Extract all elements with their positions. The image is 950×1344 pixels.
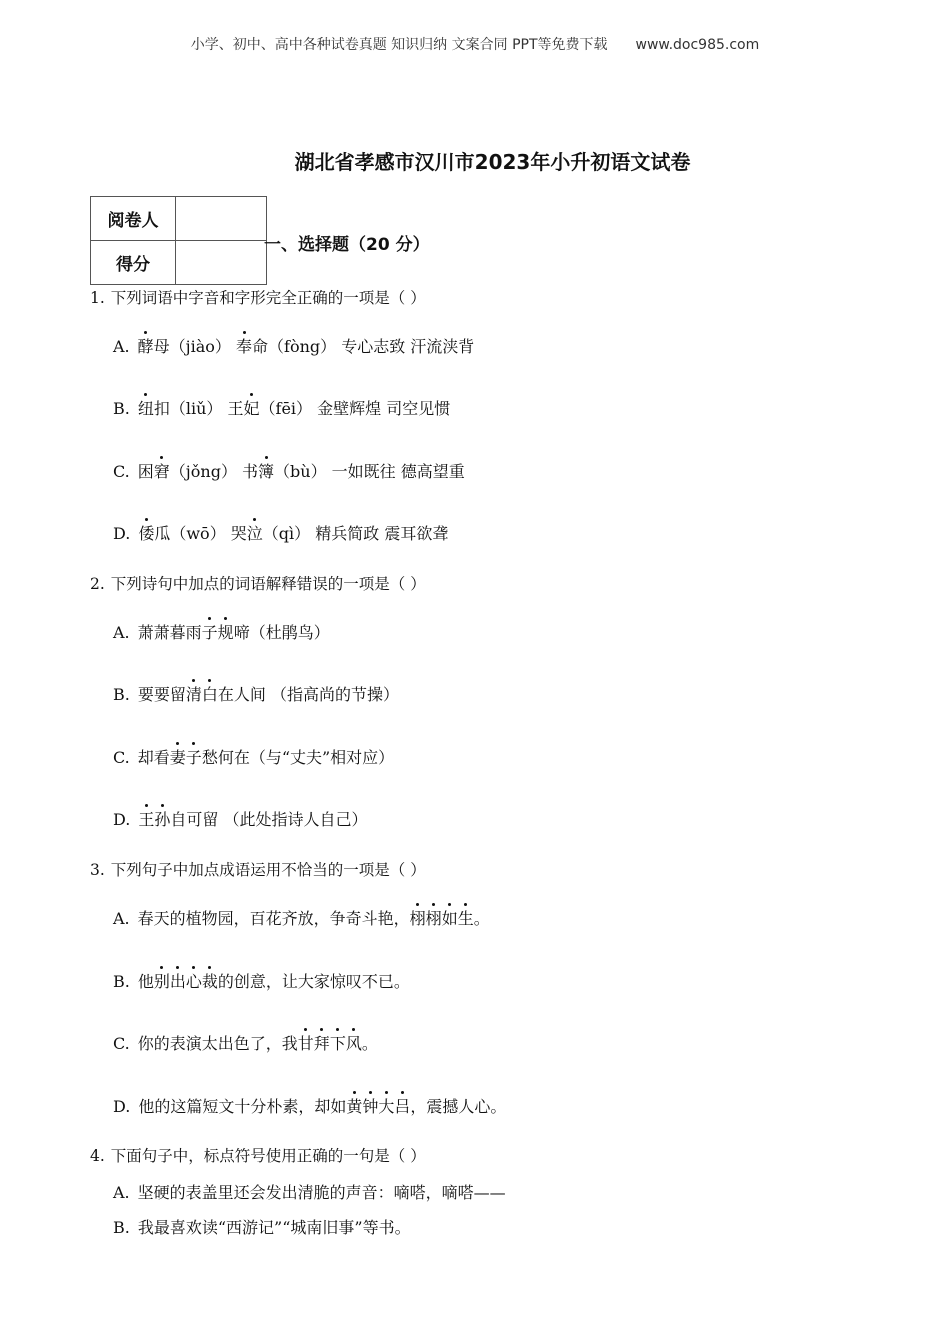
dotted-char: 倭 (138, 524, 155, 543)
dotted-char: 孙 (154, 810, 171, 829)
option-letter: A. (113, 909, 130, 928)
dotted-char: 下 (329, 1034, 346, 1053)
option-letter: A. (113, 337, 130, 356)
page-title: 湖北省孝感市汉川市2023年小升初语文试卷 (294, 150, 691, 174)
option-letter: B. (113, 685, 130, 704)
dotted-char: 王 (138, 810, 155, 829)
option-text: 在人间 （指高尚的节操） (217, 685, 399, 704)
option-3d (113, 1094, 506, 1117)
option-text: 春天的植物园，百花齐放，争奇斗艳， (137, 909, 410, 928)
dotted-char: 泣 (246, 524, 263, 543)
option-1a (113, 334, 474, 357)
dotted-char: 妃 (243, 399, 260, 418)
option-letter: C. (113, 748, 130, 767)
option-1d (113, 521, 448, 544)
question-stem: 下面句子中，标点符号使用正确的一句是（ ） (110, 1147, 426, 1165)
option-3a (113, 906, 490, 929)
question-number: 3. (90, 861, 105, 879)
option-text: 啼（杜鹃鸟） (233, 623, 330, 642)
score-table (90, 196, 267, 285)
option-letter: B. (113, 972, 130, 991)
dotted-char: 白 (201, 685, 218, 704)
option-2c (113, 745, 394, 768)
dotted-char: 生 (457, 909, 474, 928)
dotted-char: 心 (185, 972, 202, 991)
option-text: 母（jiào） (153, 337, 236, 356)
option-text: 扣（liǔ） 王 (153, 399, 244, 418)
header-url[interactable]: www.doc985.com (635, 37, 760, 53)
option-text: （bù） 一如既往 德高望重 (274, 462, 465, 481)
option-text: 却看 (137, 748, 170, 767)
dotted-char: 别 (153, 972, 170, 991)
option-letter: C. (113, 462, 130, 481)
question-number: 2. (90, 575, 105, 593)
option-text: （qì） 精兵简政 震耳欲聋 (262, 524, 449, 543)
option-text: 坚硬的表盖里还会发出清脆的声音：嘀嗒，嘀嗒—— (137, 1183, 506, 1202)
option-text: 的创意，让大家惊叹不已。 (217, 972, 410, 991)
dotted-char: 吕 (394, 1097, 411, 1116)
reviewer-cell (176, 197, 267, 241)
question-stem: 下列诗句中加点的词语解释错误的一项是（ ） (110, 575, 426, 593)
option-1c (113, 459, 465, 482)
dotted-char: 清 (185, 685, 202, 704)
dotted-char: 黄 (346, 1097, 363, 1116)
dotted-char: 子 (201, 623, 218, 642)
dotted-char: 如 (441, 909, 458, 928)
option-text: 瓜（wō） 哭 (154, 524, 247, 543)
section-heading: 一、选择题（20 分） (264, 235, 430, 255)
option-4a (113, 1180, 506, 1203)
option-text: 。 (361, 1034, 378, 1053)
dotted-char: 钟 (362, 1097, 379, 1116)
question-3 (90, 858, 426, 880)
dotted-char: 窘 (153, 462, 170, 481)
option-text: 自可留 （此处指诗人自己） (170, 810, 368, 829)
option-3b (113, 969, 410, 992)
option-2a (113, 620, 330, 643)
option-letter: B. (113, 399, 130, 418)
question-4 (90, 1144, 426, 1166)
dotted-char: 栩 (409, 909, 426, 928)
dotted-char: 酵 (137, 337, 154, 356)
option-text: 要要留 (137, 685, 186, 704)
option-text: （fēi） 金壁辉煌 司空见惯 (259, 399, 451, 418)
question-2 (90, 572, 426, 594)
option-letter: A. (113, 623, 130, 642)
dotted-char: 奉 (236, 337, 253, 356)
dotted-char: 甘 (297, 1034, 314, 1053)
dotted-char: 出 (169, 972, 186, 991)
option-text: 愁何在（与“丈夫”相对应） (201, 748, 395, 767)
dotted-char: 簿 (258, 462, 275, 481)
option-letter: B. (113, 1218, 130, 1237)
dotted-char: 妻 (169, 748, 186, 767)
option-text: 萧萧暮雨 (137, 623, 202, 642)
option-2d (113, 807, 367, 830)
option-text: （jǒng） 书 (169, 462, 259, 481)
option-text: ，震撼人心。 (410, 1097, 507, 1116)
option-text: 困 (137, 462, 154, 481)
option-letter: D. (113, 1097, 131, 1116)
reviewer-label: 阅卷人 (91, 197, 176, 241)
option-2b (113, 682, 399, 705)
dotted-char: 风 (345, 1034, 362, 1053)
question-stem: 下列句子中加点成语运用不恰当的一项是（ ） (110, 861, 426, 879)
option-text: 他 (137, 972, 154, 991)
dotted-char: 纽 (137, 399, 154, 418)
option-text: 命（fòng） 专心志致 汗流浃背 (252, 337, 475, 356)
option-text: 我最喜欢读“西游记”“城南旧事”等书。 (137, 1218, 411, 1237)
option-text: 。 (473, 909, 490, 928)
score-cell (176, 241, 267, 285)
dotted-char: 规 (217, 623, 234, 642)
option-3c (113, 1031, 378, 1054)
option-text: 你的表演太出色了，我 (137, 1034, 298, 1053)
header-tagline: 小学、初中、高中各种试卷真题 知识归纳 文案合同 PPT等免费下载 (190, 37, 608, 53)
score-label: 得分 (91, 241, 176, 285)
option-text: 他的这篇短文十分朴素，却如 (138, 1097, 347, 1116)
dotted-char: 子 (185, 748, 202, 767)
option-letter: D. (113, 810, 131, 829)
option-letter: A. (113, 1183, 130, 1202)
option-letter: C. (113, 1034, 130, 1053)
option-4b (113, 1215, 411, 1238)
question-number: 4. (90, 1147, 105, 1165)
question-number: 1. (90, 289, 105, 307)
option-1b (113, 396, 450, 419)
dotted-char: 裁 (201, 972, 218, 991)
question-stem: 下列词语中字音和字形完全正确的一项是（ ） (110, 289, 426, 307)
dotted-char: 拜 (313, 1034, 330, 1053)
option-letter: D. (113, 524, 131, 543)
question-1 (90, 286, 426, 308)
dotted-char: 大 (378, 1097, 395, 1116)
dotted-char: 栩 (425, 909, 442, 928)
page-header (0, 34, 950, 54)
